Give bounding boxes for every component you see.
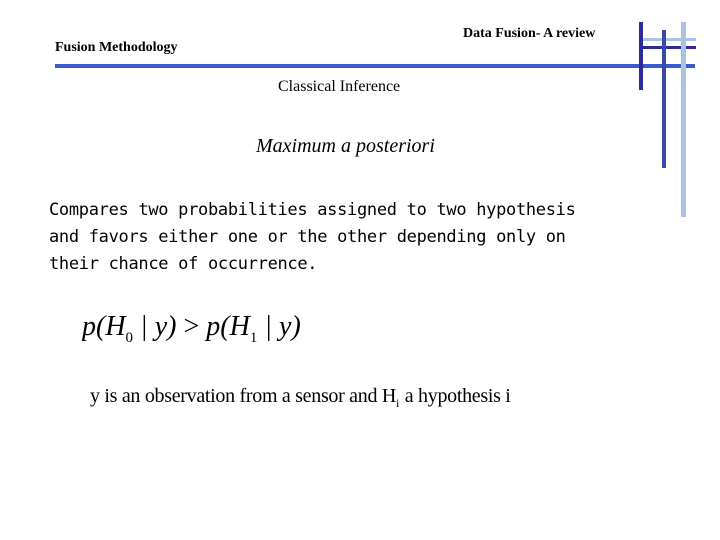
svg-text:p(H0 | y) > p(H1 | y) [82, 311, 301, 346]
header-rule-light [640, 38, 696, 41]
header-right-title: Data Fusion- A review [463, 26, 596, 41]
formula-lhs: p(H [82, 311, 126, 342]
header-left-title: Fusion Methodology [55, 40, 178, 55]
formula-lhs-sub: 0 [125, 330, 134, 346]
formula-rhs: p(H [206, 311, 250, 342]
note-text-after: a hypothesis i [400, 385, 511, 407]
vertical-bar-dark-1 [639, 22, 643, 90]
vertical-bar-dark-2 [662, 30, 666, 168]
note-subscript: i [396, 396, 400, 410]
method-title: Maximum a posteriori [256, 135, 435, 157]
map-inequality-formula [82, 303, 352, 348]
note-text-before: y is an observation from a sensor and H [90, 385, 397, 407]
formula-operator: > [176, 311, 207, 342]
description-text: Compares two probabilities assigned to two hypothesis and favors either one or the other depending only on their chance of occurrence. [49, 200, 576, 274]
vertical-bar-light [681, 22, 686, 217]
header-rule [55, 64, 695, 68]
observation-note [90, 385, 511, 411]
section-subtitle: Classical Inference [278, 78, 401, 95]
formula-lhs-rest: | y) [133, 311, 177, 342]
formula-rhs-sub: 1 [249, 330, 258, 346]
formula-rhs-rest: | y) [257, 311, 301, 342]
header-rule-dark [640, 46, 696, 49]
